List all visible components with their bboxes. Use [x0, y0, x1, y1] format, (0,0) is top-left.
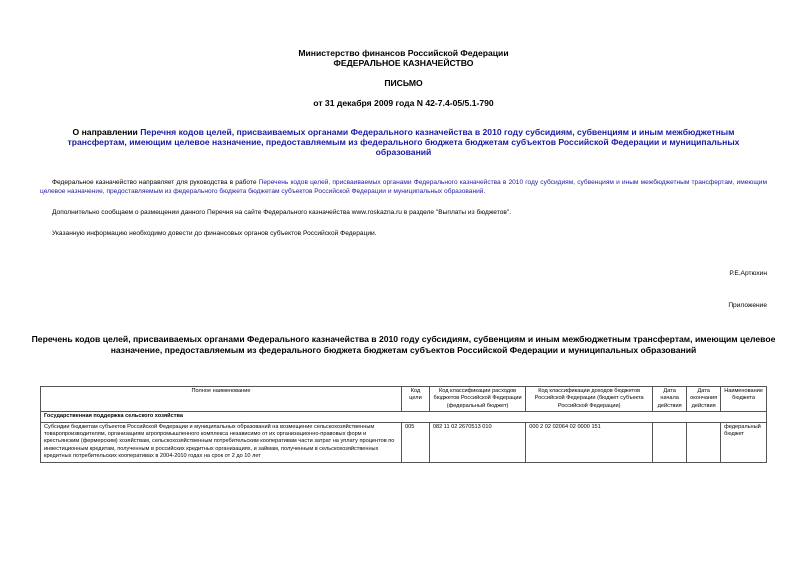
paragraph-directive	[40, 179, 767, 196]
paragraph-website: Дополнительно сообщаем о размещении данного Перечня на сайте Федерального казначейства www.roskazna.ru в разделе "Выплаты из бюджетов".	[52, 209, 512, 216]
header-income-code: Код классификации доходов бюджетов Российской Федерации (бюджет субъекта Российской Федерации)	[526, 387, 653, 412]
table-section-row	[41, 412, 767, 422]
document-type: ПИСЬМО	[384, 78, 423, 88]
table-header-row	[41, 387, 767, 412]
appendix-label: Приложение	[728, 302, 767, 309]
paragraph-instruction: Указанную информацию необходимо довести до финансовых органов субъектов Российской Федерации.	[52, 230, 377, 237]
header-goal-code: Код цели	[402, 387, 430, 412]
table-row	[41, 422, 767, 462]
treasury-name: ФЕДЕРАЛЬНОЕ КАЗНАЧЕЙСТВО	[333, 58, 474, 68]
cell-budget-name: федеральный бюджет	[721, 422, 767, 462]
cell-end-date	[687, 422, 721, 462]
cell-income-code: 000 2 02 02064 02 0000 151	[526, 422, 653, 462]
signature: Р.Е.Артюхин	[729, 270, 767, 277]
header-end-date: Дата окончания действия	[687, 387, 721, 412]
cell-full-name: Субсидии бюджетам субъектов Российской Федерации и муниципальных образований на возмещение сельскохозяйственным товаропроизводителям, организациям агропромышленного комплекса независимо от их организационно-правовых форм и крестьянским (фермерским) хозяйствам, сельскохозяйственным потребительским кооперативам части затрат на уплату процентов по инвестиционным кредитам, полученным в российских кредитных организациях, и займам, полученным в сельскохозяйственных кредитных потребительских кооперативах в 2004-2010 годах на срок от 2 до 10 лет	[41, 422, 402, 462]
cell-expense-code: 082 11 02 2670513 010	[429, 422, 525, 462]
header-start-date: Дата начала действия	[653, 387, 687, 412]
list-document-link[interactable]: Перечень кодов целей, присваиваемых органами Федерального казначейства в 2010 году субсидиям, субвенциям и иным межбюджетным трансфертам, имеющим целевое назначение, предоставляемым из федерального бюджета бюджетам субъектов Российской Федерации и муниципальных образований.	[40, 179, 767, 195]
cell-goal-code: 005	[402, 422, 430, 462]
header-full-name: Полное наименование	[41, 387, 402, 412]
ministry-name: Министерство финансов Российской Федерации	[298, 48, 509, 58]
list-title: Перечень кодов целей, присваиваемых органами Федерального казначейства в 2010 году субсидиям, субвенциям и иным межбюджетным трансфертам, имеющим целевое назначение, предоставляемым из федерального бюджета бюджетам субъектов Российской Федерации и муниципальных образований	[31, 334, 776, 355]
document-date-number: от 31 декабря 2009 года N 42-7.4-05/5.1-790	[313, 98, 494, 108]
cell-start-date	[653, 422, 687, 462]
section-title: Государственная поддержка сельского хозяйства	[41, 412, 767, 422]
letter-subject	[60, 127, 747, 157]
subject-prefix: О направлении	[72, 127, 141, 137]
codes-table	[40, 386, 767, 463]
header-expense-code: Код классификации расходов бюджетов Российской Федерации (федеральный бюджет)	[429, 387, 525, 412]
paragraph-directive-text: Федеральное казначейство направляет для руководства в работе	[52, 179, 259, 186]
subject-list-link[interactable]: Перечня кодов целей, присваиваемых органами Федерального казначейства в 2010 году субсидиям, субвенциям и иным межбюджетным трансфертам, имеющим целевое назначение, предоставляемым из федерального бюджета бюджетам субъектов Российской Федерации и муниципальных образований	[67, 127, 740, 157]
header-budget-name: Наименование бюджета	[721, 387, 767, 412]
